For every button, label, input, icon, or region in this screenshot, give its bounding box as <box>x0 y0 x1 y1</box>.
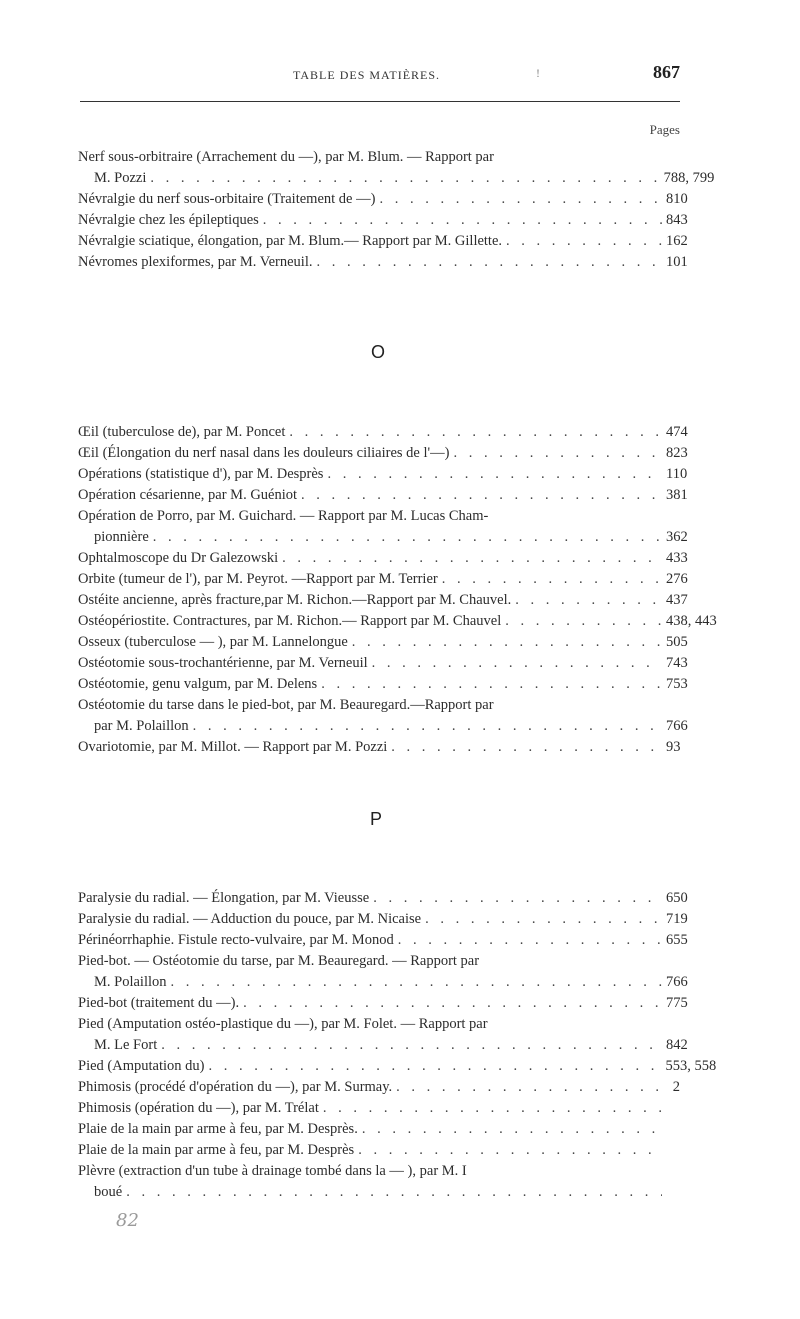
entry-line <box>78 569 688 590</box>
leader-dots <box>398 930 662 951</box>
index-entry <box>78 1161 680 1203</box>
entry-line <box>78 930 688 951</box>
leader-dots <box>317 252 663 273</box>
index-entry <box>78 695 688 737</box>
leader-dots <box>150 168 659 189</box>
running-head-mark: ! <box>536 66 540 80</box>
leader-dots <box>391 737 662 758</box>
leader-dots <box>442 569 662 590</box>
entry-line <box>78 590 688 611</box>
entry-text: Névralgie du nerf sous-orbitaire (Traitement de —) <box>78 191 376 207</box>
index-entry <box>78 252 688 273</box>
entry-text: Paralysie du radial. — Élongation, par M. Vieusse <box>78 890 370 906</box>
entry-line <box>78 1161 680 1182</box>
entry-line <box>78 1182 680 1203</box>
leader-dots <box>515 590 662 611</box>
entry-pages: 381 <box>666 487 688 503</box>
entry-line <box>78 716 688 737</box>
leader-dots <box>396 1077 662 1098</box>
entry-line <box>78 147 680 168</box>
entry-text: Ostéite ancienne, après fracture,par M. Richon.—Rapport par M. Chauvel. <box>78 592 512 608</box>
entry-line <box>78 632 688 653</box>
entry-line <box>78 548 688 569</box>
entry-pages: 474 <box>666 424 688 440</box>
index-entry <box>78 653 688 674</box>
entry-pages: 743 <box>666 655 688 671</box>
entry-text: Ovariotomie, par M. Millot. — Rapport par M. Pozzi <box>78 739 388 755</box>
leader-dots <box>453 443 662 464</box>
leader-dots <box>301 485 662 506</box>
entry-text: Plèvre (extraction d'un tube à drainage tombé dans la — ), par M. I <box>78 1163 467 1179</box>
entry-text: Plaie de la main par arme à feu, par M. Desprès. <box>78 1121 358 1137</box>
index-entry <box>78 1119 680 1140</box>
index-entry <box>78 611 717 632</box>
leader-dots <box>327 464 662 485</box>
entry-pages: 810 <box>666 191 688 207</box>
header-rule <box>80 101 680 102</box>
entry-text: Névromes plexiformes, par M. Verneuil. <box>78 254 313 270</box>
entry-pages: 775 <box>666 995 688 1011</box>
entry-text: Orbite (tumeur de l'), par M. Peyrot. —Rapport par M. Terrier <box>78 571 438 587</box>
entry-pages: 766 <box>666 974 688 990</box>
entry-pages: 162 <box>666 233 688 249</box>
leader-dots <box>171 972 662 993</box>
section-n-entries <box>78 147 715 273</box>
leader-dots <box>321 674 662 695</box>
index-entry <box>78 951 688 993</box>
entry-line <box>78 674 688 695</box>
entry-text: pionnière <box>94 529 149 545</box>
index-entry <box>78 737 680 758</box>
entry-line <box>78 189 688 210</box>
leader-dots <box>193 716 662 737</box>
entry-line <box>78 506 680 527</box>
entry-line <box>78 1077 680 1098</box>
entry-text: Ostéotomie, genu valgum, par M. Delens <box>78 676 318 692</box>
index-entry <box>78 1077 680 1098</box>
entry-pages: 276 <box>666 571 688 587</box>
index-entry <box>78 506 688 548</box>
index-entry <box>78 1056 717 1077</box>
entry-text: Ostéopériostite. Contractures, par M. Richon.— Rapport par M. Chauvel <box>78 613 502 629</box>
entry-pages: 719 <box>666 911 688 927</box>
entry-line <box>78 1056 717 1077</box>
page-number: 867 <box>653 62 680 82</box>
index-entry <box>78 674 688 695</box>
entry-pages: 842 <box>666 1037 688 1053</box>
entry-line <box>78 1014 680 1035</box>
entry-line <box>78 611 717 632</box>
entry-pages: 788, 799 <box>663 170 715 186</box>
entry-line <box>78 951 680 972</box>
index-entry <box>78 569 688 590</box>
section-p-entries <box>78 888 717 1203</box>
entry-line <box>78 888 688 909</box>
entry-pages: 823 <box>666 445 688 461</box>
leader-dots <box>358 1140 662 1161</box>
entry-text: Ostéotomie sous-trochantérienne, par M. Verneuil <box>78 655 368 671</box>
entry-text: Névralgie chez les épileptiques <box>78 212 259 228</box>
index-entry <box>78 147 715 189</box>
entry-line <box>78 993 688 1014</box>
entry-text: Pied-bot. — Ostéotomie du tarse, par M. Beauregard. — Rapport par <box>78 953 480 969</box>
leader-dots <box>506 231 662 252</box>
entry-pages: 93 <box>666 739 681 755</box>
leader-dots <box>362 1119 662 1140</box>
entry-line <box>78 231 688 252</box>
entry-line <box>78 168 715 189</box>
index-entry <box>78 210 688 231</box>
entry-pages: 650 <box>666 890 688 906</box>
entry-pages: 101 <box>666 254 688 270</box>
index-entry <box>78 993 688 1014</box>
index-entry <box>78 1140 680 1161</box>
entry-line <box>78 972 688 993</box>
leader-dots <box>208 1056 661 1077</box>
entry-text: Opération de Porro, par M. Guichard. — Rapport par M. Lucas Cham- <box>78 508 489 524</box>
entry-line <box>78 464 688 485</box>
running-head-title: TABLE DES MATIÈRES. <box>293 68 441 82</box>
index-entry <box>78 1014 688 1056</box>
entry-text: par M. Polaillon <box>94 718 189 734</box>
entry-pages: 362 <box>666 529 688 545</box>
entry-line <box>78 422 688 443</box>
index-entry <box>78 189 688 210</box>
leader-dots <box>373 888 662 909</box>
leader-dots <box>425 909 662 930</box>
entry-line <box>78 1035 688 1056</box>
entry-text: Pied-bot (traitement du —). <box>78 995 240 1011</box>
entry-pages: 505 <box>666 634 688 650</box>
entry-text: Pied (Amputation du) <box>78 1058 205 1074</box>
entry-text: Nerf sous-orbitraire (Arrachement du —), par M. Blum. — Rapport par <box>78 149 494 165</box>
entry-line <box>78 1119 680 1140</box>
leader-dots <box>243 993 662 1014</box>
entry-text: Névralgie sciatique, élongation, par M. Blum.— Rapport par M. Gillette. <box>78 233 503 249</box>
leader-dots <box>289 422 662 443</box>
index-entry <box>78 231 688 252</box>
index-entry <box>78 1098 680 1119</box>
handwritten-note: 82 <box>116 1210 139 1231</box>
entry-pages: 437 <box>666 592 688 608</box>
entry-text: Opérations (statistique d'), par M. Desprès <box>78 466 324 482</box>
index-entry <box>78 888 688 909</box>
entry-pages: 553, 558 <box>665 1058 717 1074</box>
leader-dots <box>323 1098 662 1119</box>
entry-text: Œil (tuberculose de), par M. Poncet <box>78 424 286 440</box>
index-entry <box>78 422 688 443</box>
entry-text: Périnéorrhaphie. Fistule recto-vulvaire, par M. Monod <box>78 932 394 948</box>
entry-text: M. Polaillon <box>94 974 167 990</box>
pages-column-label: Pages <box>649 122 680 137</box>
entry-text: Ostéotomie du tarse dans le pied-bot, par M. Beauregard.—Rapport par <box>78 697 494 713</box>
index-entry <box>78 485 688 506</box>
entry-line <box>78 1098 680 1119</box>
entry-text: M. Pozzi <box>94 170 147 186</box>
entry-line <box>78 485 688 506</box>
running-head <box>80 62 680 88</box>
index-entry <box>78 443 688 464</box>
entry-pages: 110 <box>666 466 688 482</box>
entry-text: Ophtalmoscope du Dr Galezowski <box>78 550 279 566</box>
leader-dots <box>379 189 662 210</box>
entry-text: Osseux (tuberculose — ), par M. Lannelongue <box>78 634 348 650</box>
entry-line <box>78 737 680 758</box>
section-letter-p: P <box>370 809 383 829</box>
leader-dots <box>352 632 662 653</box>
entry-text: Œil (Élongation du nerf nasal dans les douleurs ciliaires de l'—) <box>78 445 450 461</box>
entry-text: Opération césarienne, par M. Guéniot <box>78 487 298 503</box>
entry-line <box>78 443 688 464</box>
leader-dots <box>372 653 662 674</box>
leader-dots <box>263 210 662 231</box>
section-o-entries <box>78 422 717 758</box>
entry-text: Paralysie du radial. — Adduction du pouce, par M. Nicaise <box>78 911 422 927</box>
entry-text: Phimosis (procédé d'opération du —), par M. Surmay. <box>78 1079 393 1095</box>
entry-line <box>78 252 688 273</box>
leader-dots <box>126 1182 662 1203</box>
index-entry <box>78 548 688 569</box>
index-entry <box>78 930 688 951</box>
entry-line <box>78 1140 680 1161</box>
entry-pages: 766 <box>666 718 688 734</box>
leader-dots <box>153 527 662 548</box>
section-letter-o: O <box>371 342 386 362</box>
entry-pages: 2 <box>672 1079 680 1095</box>
leader-dots <box>161 1035 662 1056</box>
entry-line <box>78 210 688 231</box>
index-entry <box>78 590 688 611</box>
entry-text: Pied (Amputation ostéo-plastique du —), par M. Folet. — Rapport par <box>78 1016 488 1032</box>
leader-dots <box>505 611 662 632</box>
entry-pages: 655 <box>666 932 688 948</box>
entry-line <box>78 527 688 548</box>
entry-line <box>78 653 688 674</box>
entry-pages: 843 <box>666 212 688 228</box>
leader-dots <box>282 548 662 569</box>
entry-pages: 438, 443 <box>666 613 717 629</box>
entry-pages: 433 <box>666 550 688 566</box>
entry-text: M. Le Fort <box>94 1037 158 1053</box>
entry-line <box>78 909 688 930</box>
entry-text: Phimosis (opération du —), par M. Trélat <box>78 1100 319 1116</box>
entry-text: Plaie de la main par arme à feu, par M. Desprès <box>78 1142 355 1158</box>
index-entry <box>78 632 688 653</box>
entry-line <box>78 695 680 716</box>
entry-text: boué <box>94 1184 123 1200</box>
entry-pages: 753 <box>666 676 688 692</box>
index-entry <box>78 464 688 485</box>
index-entry <box>78 909 688 930</box>
